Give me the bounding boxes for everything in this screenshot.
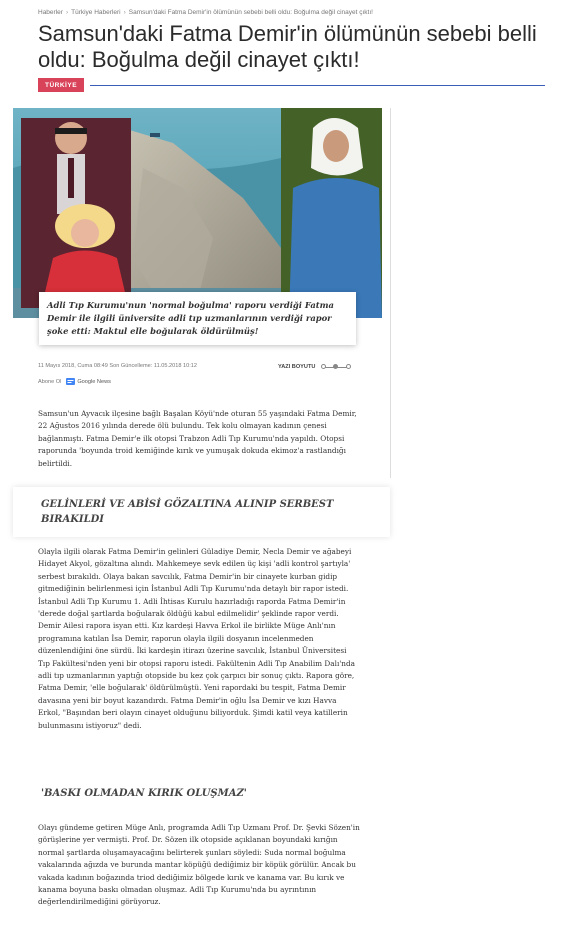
hero-photo-collage: [13, 108, 382, 318]
hero-caption: Adli Tıp Kurumu'nun 'normal boğulma' raporu verdiği Fatma Demir ile ilgili üniversite adli tıp uzmanlarının verdiği rapor şoke etti: Maktul elle boğularak öldürülmüş!: [39, 292, 356, 345]
breadcrumb-separator: ›: [65, 9, 69, 16]
follow-label: Abone Ol: [38, 378, 62, 385]
article-body-2: Olayı gündeme getiren Müge Anlı, programda Adli Tıp Uzmanı Prof. Dr. Şevki Sözen'in görüşlerine yer vermişti. Prof. Dr. Sözen ilk otopside açıklanan boyundaki kırığın normal şartlarda oluşamayacağını belirterek şunları söyledi: Suda normal boğulma vakalarında ağızda ve burunda mantar köpüğü dediğimiz bir köpük görülür. Ancak bu vakada kadının boğazında triod dediğimiz bölgede kırık ve kanama var. Bu kırık ve kanama boyuna baskı olmadan oluşmaz. Adli Tıp Kurumu'nda bu ayrıntının değerlendirilmediğini görüyoruz.: [38, 823, 360, 907]
category-divider: [90, 85, 545, 86]
hero-image: [13, 108, 382, 318]
article-intro: Samsun'un Ayvacık ilçesine bağlı Başalan Köyü'nde oturan 55 yaşındaki Fatma Demir, 22 Ağustos 2016 yılında derede ölü bulundu. Tek kolu olmayan kadının çenesi bağlanmıştı. Fatma Demir'e ilk otopsi Trabzon Adli Tıp Kurumu'nda yapıldı. Otopsi raporunda 'boyunda troid kemiğinde kırık ve yumuşak dokuda ekimoz'a rastlandığı belirtildi.: [38, 409, 357, 468]
breadcrumb-current: Samsun'daki Fatma Demir'in ölümünün sebebi belli oldu: Boğulma değil cinayet çıktı!: [128, 9, 373, 16]
article-body-1: Olayla ilgili olarak Fatma Demir'in gelinleri Güladiye Demir, Necla Demir ve ağabeyi Hidayet Akyol, gözaltına alındı. Mahkemeye sevk edilen üç kişi 'adli kontrol şartıyla' serbest bırakıldı. Olaya bakan savcılık, Fatma Demir'in bir cinayete kurban gidip gitmediğinin belirlenmesi için İstanbul Adli Tıp Kurumu'nda detaylı bir rapor istedi. İstanbul Adli Tıp Kurumu 1. Adli İhtisas Kurulu hazırladığı raporda Fatma Demir'in 'derede doğal şartlarda boğularak öldüğü kabul edilmelidir' şeklinde rapor verdi. Demir Ailesi rapora isyan etti. Kız kardeşi Havva Erkol ile birlikte Müge Anlı'nın programına katılan İsa Demir, raporun olayla ilgili dosyanın incelenmeden düzenlendiğini öne sürdü. İki kardeşin itirazı üzerine savcılık, İstanbul Üniversitesi Tıp Fakültesi'nden yeni bir otopsi raporu istedi. Fakültenin Adli Tıp Anabilim Dalı'nda adli tıp uzmanlarının yaptığı otopside bu kez çok çarpıcı bir sonuç çıktı. Rapora göre, Fatma Demir, 'elle boğularak' öldürülmüştü. Yeni rapordaki bu tespit, Fatma Demir davasına yeni bir boyut kazandırdı. Fatma Demir'in oğlu İsa Demir ve kızı Havva Erkol, "Başından beri olayın cinayet olduğunu biliyorduk. Şimdi katil veya katillerin bulunmasını istiyoruz" dedi.: [38, 547, 356, 730]
google-news-label: Google News: [77, 378, 111, 385]
subhead-detention: GELİNLERİ VE ABİSİ GÖZALTINA ALINIP SERBEST BIRAKILDI: [41, 499, 334, 525]
font-size-small[interactable]: [321, 364, 326, 369]
font-size-medium[interactable]: [333, 364, 338, 369]
follow-row: [38, 378, 111, 385]
font-size-label: YAZI BOYUTU: [278, 364, 316, 370]
google-news-button[interactable]: [66, 378, 111, 385]
breadcrumb-section[interactable]: Türkiye Haberleri: [71, 9, 121, 16]
font-size-control: [278, 362, 351, 372]
page-title: Samsun'daki Fatma Demir'in ölümünün sebebi belli oldu: Boğulma değil cinayet çıktı!: [38, 21, 537, 72]
sidebar-divider: [390, 108, 391, 478]
breadcrumb-home[interactable]: Haberler: [38, 9, 63, 16]
publish-meta: 11 Mayıs 2018, Cuma 08:49 Son Güncelleme: 11.05.2018 10:12: [38, 363, 198, 369]
font-size-large[interactable]: [346, 364, 351, 369]
breadcrumb-separator: ›: [123, 9, 126, 16]
category-badge[interactable]: TÜRKİYE: [38, 78, 84, 92]
google-news-icon: [66, 378, 75, 385]
subhead-pressure: 'BASKI OLMADAN KIRIK OLUŞMAZ': [41, 788, 247, 799]
breadcrumb: [38, 9, 373, 16]
font-size-slider[interactable]: [321, 362, 351, 372]
